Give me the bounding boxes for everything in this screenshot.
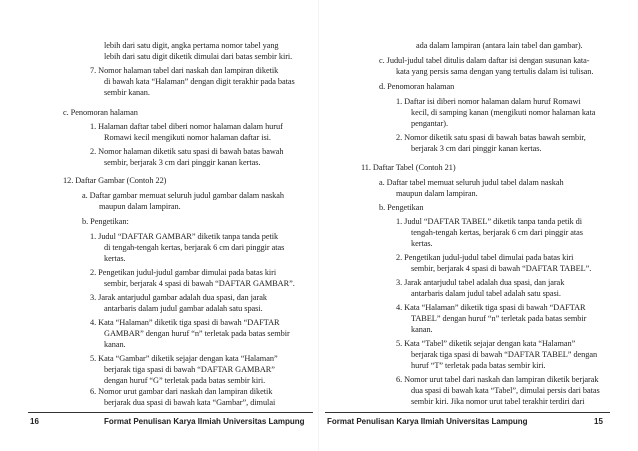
- text-line: tengah-tengah kertas, berjarak 6 cm dari pinggir atas: [411, 228, 583, 237]
- text-line: berjarak dua spasi di bawah kata “Gambar”, dimulai: [104, 398, 276, 407]
- footer-title: Format Penulisan Karya Ilmiah Universitas Lampung: [327, 417, 528, 426]
- section-heading: 12. Daftar Gambar (Contoh 22): [63, 176, 167, 185]
- section-heading: b. Pengetikan: [379, 203, 424, 212]
- text-line: lebih dari satu digit diketik dimulai dari batas sembir kiri.: [104, 52, 293, 61]
- footer-rule: [28, 412, 313, 413]
- section-heading: c. Penomoran halaman: [63, 108, 138, 117]
- text-line: maupun dalam lampiran.: [396, 189, 478, 198]
- text-line: 5. Kata “Tabel” diketik sejajar dengan kata “Halaman”: [396, 339, 576, 348]
- text-line: kanan.: [104, 340, 126, 349]
- text-line: kecil, di samping kanan (mengikuti nomor halaman kata: [411, 108, 596, 117]
- text-line: pengantar).: [411, 119, 448, 128]
- text-line: 3. Jarak antarjudul gambar adalah dua spasi, dan jarak: [90, 293, 267, 302]
- text-line: di tengah-tengah kertas, berjarak 6 cm dari pinggir atas: [104, 243, 285, 252]
- section-heading: b. Pengetikan:: [82, 217, 129, 226]
- text-line: Romawi kecil mengikuti nomor halaman daftar isi.: [104, 133, 271, 142]
- text-line: sembir, berjarak 3 cm dari pinggir kanan kertas.: [104, 158, 261, 167]
- text-line: 1. Halaman daftar tabel diberi nomor halaman dalam huruf: [90, 122, 283, 131]
- text-line: 4. Kata “Halaman” diketik tiga spasi di bawah “DAFTAR: [396, 303, 586, 312]
- text-line: berjarak 3 cm dari pinggir kanan kertas.: [411, 144, 542, 153]
- text-line: kertas.: [411, 239, 433, 248]
- text-line: GAMBAR” dengan huruf “n” terletak pada batas sembir: [104, 329, 290, 338]
- text-line: di bawah kata “Halaman” dengan digit terakhir pada batas: [104, 77, 295, 86]
- text-line: kata yang persis sama dengan yang tertulis dalam isi tulisan.: [396, 67, 594, 76]
- text-line: 2. Nomor diketik satu spasi di bawah batas bawah sembir,: [396, 133, 586, 142]
- text-line: 2. Pengetikan judul-judul tabel dimulai pada batas kiri: [396, 253, 574, 262]
- text-line: huruf “T” terletak pada batas sembir kiri.: [411, 361, 546, 370]
- text-line: 2. Nomor halaman diketik satu spasi di bawah batas bawah: [90, 147, 284, 156]
- text-line: sembir kiri. Jika nomor urut tabel terakhir terdiri dari: [411, 397, 585, 406]
- text-line: sembir, berjarak 4 spasi di bawah “DAFTAR TABEL”.: [411, 264, 592, 273]
- text-line: dengan huruf “G” terletak pada batas sembir kiri.: [104, 376, 266, 385]
- text-line: berjarak tiga spasi di bawah “DAFTAR GAMBAR”: [104, 365, 275, 374]
- text-line: a. Daftar tabel memuat seluruh judul tabel dalam naskah: [379, 178, 564, 187]
- footer-title: Format Penulisan Karya Ilmiah Universitas Lampung: [104, 417, 305, 426]
- text-line: kanan.: [411, 325, 433, 334]
- text-line: dua spasi di bawah kata “Tabel”, dimulai persis dari batas: [411, 386, 600, 395]
- page-number: 16: [30, 417, 39, 426]
- page-number: 15: [594, 417, 603, 426]
- text-line: 7. Nomor halaman tabel dari naskah dan lampiran diketik: [90, 66, 279, 75]
- text-line: TABEL” dengan huruf “n” terletak pada batas sembir: [411, 314, 587, 323]
- text-line: 6. Nomor urut gambar dari naskah dan lampiran diketik: [90, 387, 273, 396]
- text-line: 1. Daftar isi diberi nomor halaman dalam huruf Romawi: [396, 97, 581, 106]
- text-line: 5. Kata “Gambar” diketik sejajar dengan kata “Halaman”: [90, 354, 278, 363]
- text-line: 3. Jarak antarjudul tabel adalah dua spasi, dan jarak: [396, 278, 565, 287]
- section-heading: 11. Daftar Tabel (Contoh 21): [361, 163, 456, 172]
- text-line: antarbaris dalam judul gambar adalah satu spasi.: [104, 304, 263, 313]
- text-line: c. Judul-judul tabel ditulis dalam daftar isi dengan susunan kata-: [379, 56, 590, 65]
- text-line: maupun dalam lampiran.: [99, 202, 181, 211]
- footer-rule: [325, 412, 610, 413]
- text-line: 1. Judul “DAFTAR TABEL” diketik tanpa tanda petik di: [396, 217, 583, 226]
- text-line: 4. Kata “Halaman” diketik tiga spasi di bawah “DAFTAR: [90, 318, 280, 327]
- text-line: a. Daftar gambar memuat seluruh judul gambar dalam naskah: [82, 191, 284, 200]
- text-line: kertas.: [104, 254, 126, 263]
- text-line: antarbaris dalam judul tabel adalah satu spasi.: [411, 289, 561, 298]
- text-line: ada dalam lampiran (antara lain tabel dan gambar).: [416, 41, 583, 50]
- text-line: sembir, berjarak 4 spasi di bawah “DAFTAR GAMBAR”.: [104, 279, 295, 288]
- text-line: berjarak tiga spasi di bawah “DAFTAR TABEL” dengan: [411, 350, 598, 359]
- text-line: 6. Nomor urut tabel dari naskah dan lampiran diketik berjarak: [396, 375, 599, 384]
- text-line: 2. Pengetikan judul-judul gambar dimulai pada batas kiri: [90, 268, 277, 277]
- text-line: 1. Judul “DAFTAR GAMBAR” diketik tanpa tanda petik: [90, 232, 279, 241]
- text-line: lebih dari satu digit, angka pertama nomor tabel yang: [104, 41, 279, 50]
- right-page: [319, 0, 638, 451]
- section-heading: d. Penomoran halaman: [379, 82, 455, 91]
- text-line: sembir kanan.: [104, 88, 150, 97]
